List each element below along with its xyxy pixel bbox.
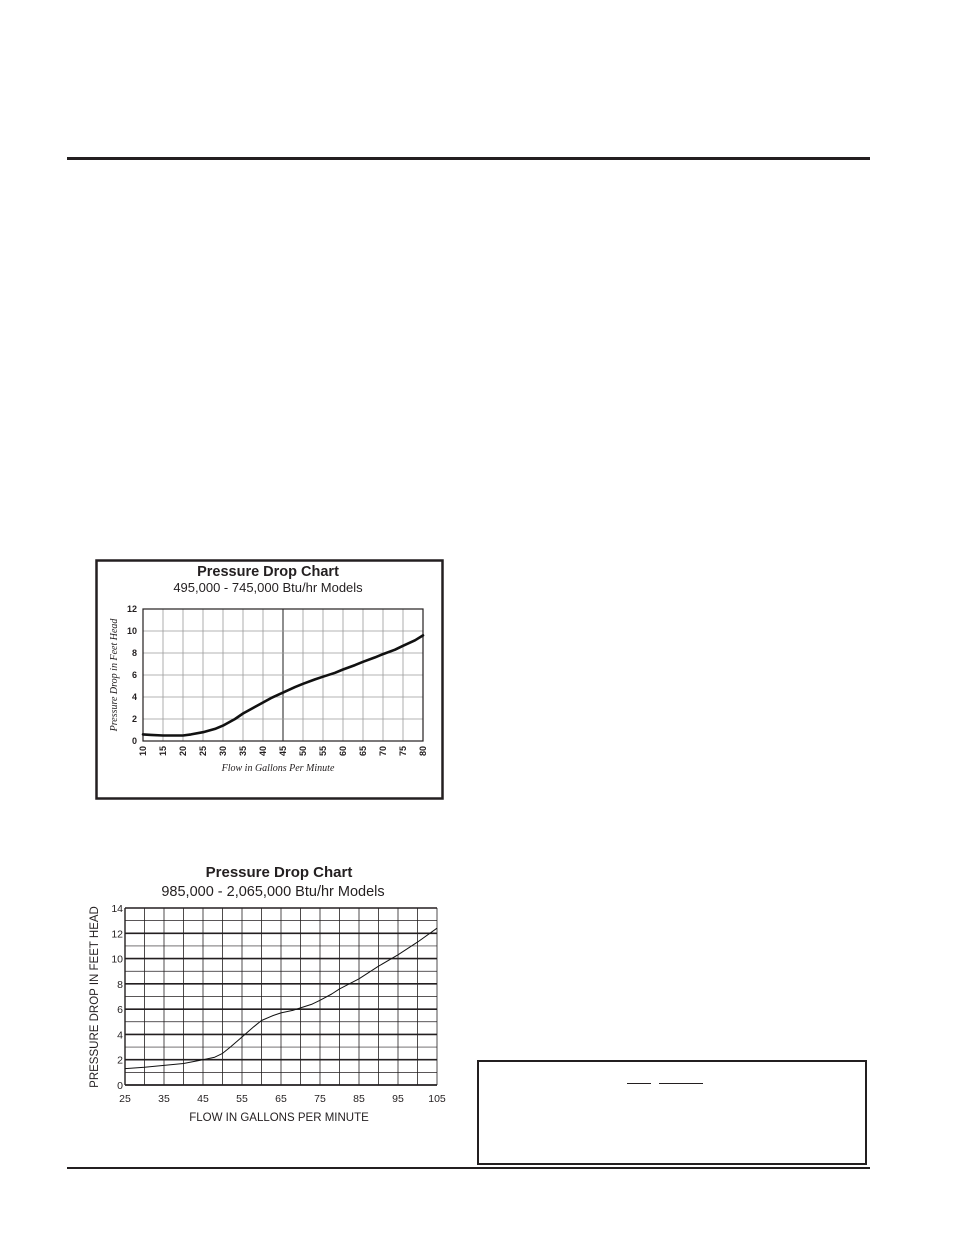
x-tick-label: 35 [158, 1093, 170, 1105]
x-tick-label: 55 [236, 1093, 248, 1105]
chart-title: Pressure Drop Chart [205, 864, 353, 881]
x-tick-label: 95 [392, 1093, 404, 1105]
y-tick-label: 8 [117, 978, 123, 991]
y-tick-label: 10 [111, 953, 123, 966]
y-tick-label: 12 [126, 604, 137, 614]
y-tick-label: 6 [117, 1004, 123, 1017]
chart-title: Pressure Drop Chart [197, 564, 339, 580]
pressure-drop-chart-1 [95, 559, 445, 801]
x-axis-label: Flow in Gallons Per Minute [221, 763, 335, 774]
x-tick-label: 65 [275, 1093, 287, 1105]
x-tick-label: 15 [158, 746, 168, 757]
x-tick-label: 65 [358, 746, 368, 757]
y-axis-label: Pressure Drop in Feet Head [109, 618, 120, 732]
x-tick-label: 80 [418, 746, 428, 757]
footer-rule [67, 1167, 870, 1169]
y-tick-label: 0 [117, 1080, 123, 1092]
y-axis-label: PRESSURE DROP IN FEET HEAD [89, 906, 101, 1088]
x-tick-label: 75 [398, 746, 408, 757]
x-tick-label: 25 [198, 746, 208, 757]
y-tick-label: 4 [131, 692, 137, 702]
x-tick-label: 45 [197, 1093, 209, 1105]
y-tick-label: 2 [117, 1054, 123, 1067]
x-tick-label: 70 [378, 746, 388, 757]
x-tick-label: 35 [238, 746, 248, 757]
chart-subtitle: 495,000 - 745,000 Btu/hr Models [173, 580, 363, 595]
chart-subtitle: 985,000 - 2,065,000 Btu/hr Models [161, 884, 385, 900]
x-tick-label: 55 [318, 746, 328, 757]
x-tick-label: 20 [178, 746, 188, 757]
y-tick-label: 14 [111, 903, 123, 915]
x-tick-label: 60 [338, 746, 348, 757]
x-tick-label: 50 [298, 746, 308, 757]
y-tick-label: 4 [117, 1029, 123, 1042]
x-tick-label: 85 [353, 1093, 365, 1105]
x-tick-label: 75 [314, 1093, 326, 1105]
header-rule [67, 157, 870, 160]
y-tick-label: 2 [131, 714, 137, 724]
x-tick-label: 45 [278, 746, 288, 757]
y-tick-label: 6 [131, 670, 137, 680]
pressure-drop-chart-2 [80, 860, 445, 1128]
y-tick-label: 0 [131, 736, 137, 746]
x-tick-label: 105 [428, 1093, 446, 1105]
x-tick-label: 30 [218, 746, 228, 757]
y-tick-label: 12 [111, 928, 123, 941]
y-tick-label: 8 [131, 648, 137, 658]
warning-title-underline [627, 1083, 703, 1085]
y-tick-label: 10 [126, 626, 137, 636]
x-axis-label: FLOW IN GALLONS PER MINUTE [189, 1112, 369, 1124]
x-tick-label: 25 [119, 1093, 131, 1105]
warning-box [477, 1060, 867, 1165]
x-tick-label: 10 [138, 746, 148, 757]
x-tick-label: 40 [258, 746, 268, 757]
